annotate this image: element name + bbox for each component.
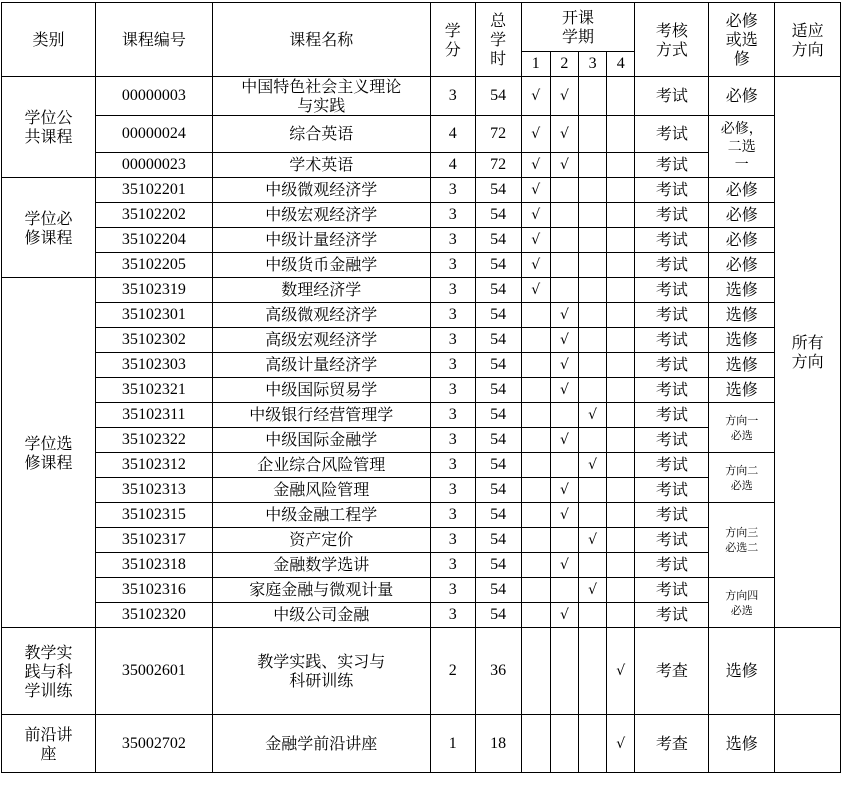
semester-3-check: √ <box>579 453 607 478</box>
semester-4-check <box>607 178 635 203</box>
course-code: 35102321 <box>95 378 212 403</box>
exam-type: 考查 <box>635 628 709 715</box>
table-row <box>2 715 841 773</box>
semester-3-check <box>579 178 607 203</box>
hours: 72 <box>475 116 521 153</box>
hours: 54 <box>475 478 521 503</box>
semester-1-check: √ <box>521 228 550 253</box>
semester-3-check <box>579 428 607 453</box>
semester-4-check <box>607 378 635 403</box>
category-cell: 学位必 修课程 <box>2 178 96 278</box>
course-code: 35102205 <box>95 253 212 278</box>
semester-4-check <box>607 503 635 528</box>
hours: 54 <box>475 603 521 628</box>
semester-3-check <box>579 253 607 278</box>
semester-4-check: √ <box>607 628 635 715</box>
semester-3-check <box>579 603 607 628</box>
semester-2-check: √ <box>550 328 578 353</box>
exam-type: 考试 <box>635 178 709 203</box>
category-cell: 学位公 共课程 <box>2 77 96 178</box>
semester-1-check <box>521 553 550 578</box>
required-note: 方向二 必选 <box>709 453 775 503</box>
course-name: 中国特色社会主义理论 与实践 <box>212 77 430 116</box>
course-code: 35102315 <box>95 503 212 528</box>
course-name: 学术英语 <box>212 153 430 178</box>
course-code: 00000003 <box>95 77 212 116</box>
course-name: 综合英语 <box>212 116 430 153</box>
required-type: 选修 <box>709 715 775 773</box>
semester-2-check: √ <box>550 603 578 628</box>
exam-type: 考试 <box>635 603 709 628</box>
required-note: 方向四 必选 <box>709 578 775 628</box>
credits: 3 <box>430 553 475 578</box>
table-row <box>2 203 841 228</box>
hours: 54 <box>475 353 521 378</box>
exam-type: 考试 <box>635 116 709 153</box>
semester-4-check <box>607 228 635 253</box>
semester-4-check <box>607 428 635 453</box>
course-code: 35102313 <box>95 478 212 503</box>
semester-2-check: √ <box>550 553 578 578</box>
table-row <box>2 453 841 478</box>
credits: 3 <box>430 503 475 528</box>
semester-4-check <box>607 403 635 428</box>
required-type: 选修 <box>709 628 775 715</box>
course-code: 35102320 <box>95 603 212 628</box>
exam-type: 考试 <box>635 203 709 228</box>
table-row <box>2 253 841 278</box>
course-name: 中级宏观经济学 <box>212 203 430 228</box>
hours: 54 <box>475 528 521 553</box>
hours: 54 <box>475 77 521 116</box>
semester-4-check <box>607 453 635 478</box>
semester-4-check <box>607 253 635 278</box>
semester-3-check <box>579 328 607 353</box>
semester-2-check: √ <box>550 378 578 403</box>
credits: 3 <box>430 228 475 253</box>
semester-3-check <box>579 715 607 773</box>
exam-type: 考试 <box>635 578 709 603</box>
hours: 36 <box>475 628 521 715</box>
header-semester: 开课 学期 <box>521 3 635 52</box>
required-type: 必修 <box>709 253 775 278</box>
course-code: 35102317 <box>95 528 212 553</box>
hours: 54 <box>475 578 521 603</box>
header-course-code: 课程编号 <box>95 3 212 77</box>
course-name: 中级国际贸易学 <box>212 378 430 403</box>
semester-2-check <box>550 403 578 428</box>
semester-2-check <box>550 178 578 203</box>
credits: 3 <box>430 478 475 503</box>
semester-3-check <box>579 278 607 303</box>
hours: 54 <box>475 453 521 478</box>
semester-3-check <box>579 203 607 228</box>
course-name: 金融风险管理 <box>212 478 430 503</box>
exam-type: 考试 <box>635 353 709 378</box>
course-name: 家庭金融与微观计量 <box>212 578 430 603</box>
credits: 3 <box>430 528 475 553</box>
exam-type: 考试 <box>635 528 709 553</box>
exam-type: 考查 <box>635 715 709 773</box>
header-sem-3: 3 <box>579 52 607 77</box>
table-row <box>2 228 841 253</box>
hours: 54 <box>475 203 521 228</box>
exam-type: 考试 <box>635 478 709 503</box>
hours: 54 <box>475 178 521 203</box>
table-row <box>2 628 841 715</box>
course-code: 35002601 <box>95 628 212 715</box>
course-name: 高级宏观经济学 <box>212 328 430 353</box>
semester-3-check <box>579 303 607 328</box>
category-cell: 前沿讲 座 <box>2 715 96 773</box>
semester-3-check: √ <box>579 403 607 428</box>
course-name: 中级公司金融 <box>212 603 430 628</box>
semester-1-check <box>521 328 550 353</box>
credits: 3 <box>430 378 475 403</box>
direction-cell-empty <box>775 628 841 715</box>
exam-type: 考试 <box>635 278 709 303</box>
hours: 54 <box>475 228 521 253</box>
semester-3-check <box>579 116 607 153</box>
course-name: 中级国际金融学 <box>212 428 430 453</box>
required-note: 必修， 二选 一 <box>709 116 775 178</box>
hours: 54 <box>475 428 521 453</box>
semester-2-check: √ <box>550 116 578 153</box>
semester-4-check <box>607 278 635 303</box>
course-name: 中级计量经济学 <box>212 228 430 253</box>
header-hours: 总 学 时 <box>475 3 521 77</box>
semester-3-check <box>579 628 607 715</box>
semester-1-check <box>521 428 550 453</box>
hours: 54 <box>475 328 521 353</box>
credits: 3 <box>430 428 475 453</box>
credits: 3 <box>430 278 475 303</box>
course-code: 35102316 <box>95 578 212 603</box>
semester-1-check <box>521 503 550 528</box>
semester-1-check <box>521 715 550 773</box>
credits: 1 <box>430 715 475 773</box>
credits: 3 <box>430 603 475 628</box>
course-name: 高级微观经济学 <box>212 303 430 328</box>
required-type: 必修 <box>709 178 775 203</box>
required-type: 必修 <box>709 203 775 228</box>
semester-1-check: √ <box>521 116 550 153</box>
hours: 18 <box>475 715 521 773</box>
hours: 54 <box>475 278 521 303</box>
semester-2-check <box>550 278 578 303</box>
category-cell: 教学实 践与科 学训练 <box>2 628 96 715</box>
header-sem-4: 4 <box>607 52 635 77</box>
course-name: 数理经济学 <box>212 278 430 303</box>
credits: 3 <box>430 403 475 428</box>
semester-2-check <box>550 628 578 715</box>
course-code: 35102302 <box>95 328 212 353</box>
course-code: 35102303 <box>95 353 212 378</box>
exam-type: 考试 <box>635 253 709 278</box>
table-row <box>2 378 841 403</box>
semester-1-check <box>521 478 550 503</box>
header-required: 必修 或选 修 <box>709 3 775 77</box>
direction-cell-empty <box>775 715 841 773</box>
table-row <box>2 77 841 116</box>
credits: 3 <box>430 253 475 278</box>
header-sem-2: 2 <box>550 52 578 77</box>
semester-1-check <box>521 403 550 428</box>
hours: 72 <box>475 153 521 178</box>
semester-3-check <box>579 153 607 178</box>
exam-type: 考试 <box>635 303 709 328</box>
semester-4-check <box>607 553 635 578</box>
semester-1-check <box>521 628 550 715</box>
semester-2-check <box>550 253 578 278</box>
semester-2-check <box>550 228 578 253</box>
course-name: 中级银行经营管理学 <box>212 403 430 428</box>
semester-2-check: √ <box>550 303 578 328</box>
semester-3-check: √ <box>579 578 607 603</box>
semester-3-check <box>579 228 607 253</box>
course-name: 中级金融工程学 <box>212 503 430 528</box>
table-row <box>2 328 841 353</box>
credits: 3 <box>430 328 475 353</box>
semester-3-check <box>579 478 607 503</box>
course-name: 金融数学选讲 <box>212 553 430 578</box>
semester-2-check <box>550 578 578 603</box>
course-name: 资产定价 <box>212 528 430 553</box>
exam-type: 考试 <box>635 153 709 178</box>
header-direction: 适应 方向 <box>775 3 841 77</box>
exam-type: 考试 <box>635 228 709 253</box>
header-course-name: 课程名称 <box>212 3 430 77</box>
course-code: 35102311 <box>95 403 212 428</box>
credits: 3 <box>430 578 475 603</box>
semester-4-check <box>607 528 635 553</box>
semester-3-check <box>579 77 607 116</box>
hours: 54 <box>475 403 521 428</box>
required-type: 选修 <box>709 278 775 303</box>
category-cell: 学位选 修课程 <box>2 278 96 628</box>
exam-type: 考试 <box>635 77 709 116</box>
credits: 3 <box>430 353 475 378</box>
semester-3-check <box>579 353 607 378</box>
course-code: 35102204 <box>95 228 212 253</box>
header-exam: 考核 方式 <box>635 3 709 77</box>
course-name: 企业综合风险管理 <box>212 453 430 478</box>
semester-1-check: √ <box>521 278 550 303</box>
semester-1-check <box>521 353 550 378</box>
semester-3-check <box>579 503 607 528</box>
course-table <box>1 2 841 773</box>
hours: 54 <box>475 253 521 278</box>
credits: 3 <box>430 453 475 478</box>
course-name: 中级微观经济学 <box>212 178 430 203</box>
hours: 54 <box>475 303 521 328</box>
semester-2-check: √ <box>550 353 578 378</box>
credits: 3 <box>430 77 475 116</box>
semester-2-check: √ <box>550 428 578 453</box>
table-row <box>2 403 841 428</box>
semester-4-check: √ <box>607 715 635 773</box>
exam-type: 考试 <box>635 453 709 478</box>
semester-1-check <box>521 603 550 628</box>
credits: 4 <box>430 116 475 153</box>
semester-2-check: √ <box>550 503 578 528</box>
table-row <box>2 353 841 378</box>
semester-1-check: √ <box>521 77 550 116</box>
required-note: 方向一 必选 <box>709 403 775 453</box>
semester-4-check <box>607 578 635 603</box>
semester-1-check <box>521 378 550 403</box>
semester-3-check <box>579 378 607 403</box>
direction-cell: 所有 方向 <box>775 77 841 628</box>
semester-3-check: √ <box>579 528 607 553</box>
semester-1-check <box>521 578 550 603</box>
semester-2-check <box>550 528 578 553</box>
exam-type: 考试 <box>635 378 709 403</box>
required-note: 方向三 必选二 <box>709 503 775 578</box>
page <box>1 2 841 773</box>
header-credits: 学 分 <box>430 3 475 77</box>
exam-type: 考试 <box>635 428 709 453</box>
credits: 3 <box>430 178 475 203</box>
exam-type: 考试 <box>635 328 709 353</box>
semester-3-check <box>579 553 607 578</box>
course-code: 35102312 <box>95 453 212 478</box>
semester-1-check: √ <box>521 178 550 203</box>
required-type: 选修 <box>709 353 775 378</box>
credits: 3 <box>430 303 475 328</box>
semester-2-check <box>550 453 578 478</box>
exam-type: 考试 <box>635 553 709 578</box>
header-sem-1: 1 <box>521 52 550 77</box>
credits: 2 <box>430 628 475 715</box>
semester-2-check: √ <box>550 77 578 116</box>
required-type: 选修 <box>709 378 775 403</box>
semester-1-check <box>521 303 550 328</box>
header-category: 类别 <box>2 3 96 77</box>
semester-4-check <box>607 116 635 153</box>
hours: 54 <box>475 378 521 403</box>
course-name: 金融学前沿讲座 <box>212 715 430 773</box>
course-code: 00000024 <box>95 116 212 153</box>
table-row <box>2 178 841 203</box>
exam-type: 考试 <box>635 403 709 428</box>
table-row <box>2 578 841 603</box>
course-code: 35102322 <box>95 428 212 453</box>
hours: 54 <box>475 503 521 528</box>
hours: 54 <box>475 553 521 578</box>
semester-4-check <box>607 603 635 628</box>
semester-4-check <box>607 478 635 503</box>
course-name: 高级计量经济学 <box>212 353 430 378</box>
semester-4-check <box>607 303 635 328</box>
required-type: 选修 <box>709 328 775 353</box>
semester-1-check <box>521 453 550 478</box>
semester-4-check <box>607 153 635 178</box>
table-row <box>2 503 841 528</box>
course-code: 35102301 <box>95 303 212 328</box>
exam-type: 考试 <box>635 503 709 528</box>
course-code: 35102201 <box>95 178 212 203</box>
semester-1-check: √ <box>521 153 550 178</box>
semester-1-check: √ <box>521 203 550 228</box>
semester-2-check <box>550 203 578 228</box>
required-type: 选修 <box>709 303 775 328</box>
semester-2-check: √ <box>550 478 578 503</box>
course-name: 中级货币金融学 <box>212 253 430 278</box>
table-row <box>2 303 841 328</box>
credits: 3 <box>430 203 475 228</box>
header-row <box>2 3 841 52</box>
credits: 4 <box>430 153 475 178</box>
semester-4-check <box>607 353 635 378</box>
semester-4-check <box>607 328 635 353</box>
course-code: 35102319 <box>95 278 212 303</box>
table-row <box>2 116 841 153</box>
table-row <box>2 278 841 303</box>
required-type: 必修 <box>709 228 775 253</box>
course-code: 00000023 <box>95 153 212 178</box>
semester-2-check <box>550 715 578 773</box>
course-code: 35102318 <box>95 553 212 578</box>
semester-4-check <box>607 203 635 228</box>
course-code: 35102202 <box>95 203 212 228</box>
course-code: 35002702 <box>95 715 212 773</box>
semester-1-check: √ <box>521 253 550 278</box>
required-type: 必修 <box>709 77 775 116</box>
semester-2-check: √ <box>550 153 578 178</box>
semester-4-check <box>607 77 635 116</box>
semester-1-check <box>521 528 550 553</box>
course-name: 教学实践、实习与 科研训练 <box>212 628 430 715</box>
